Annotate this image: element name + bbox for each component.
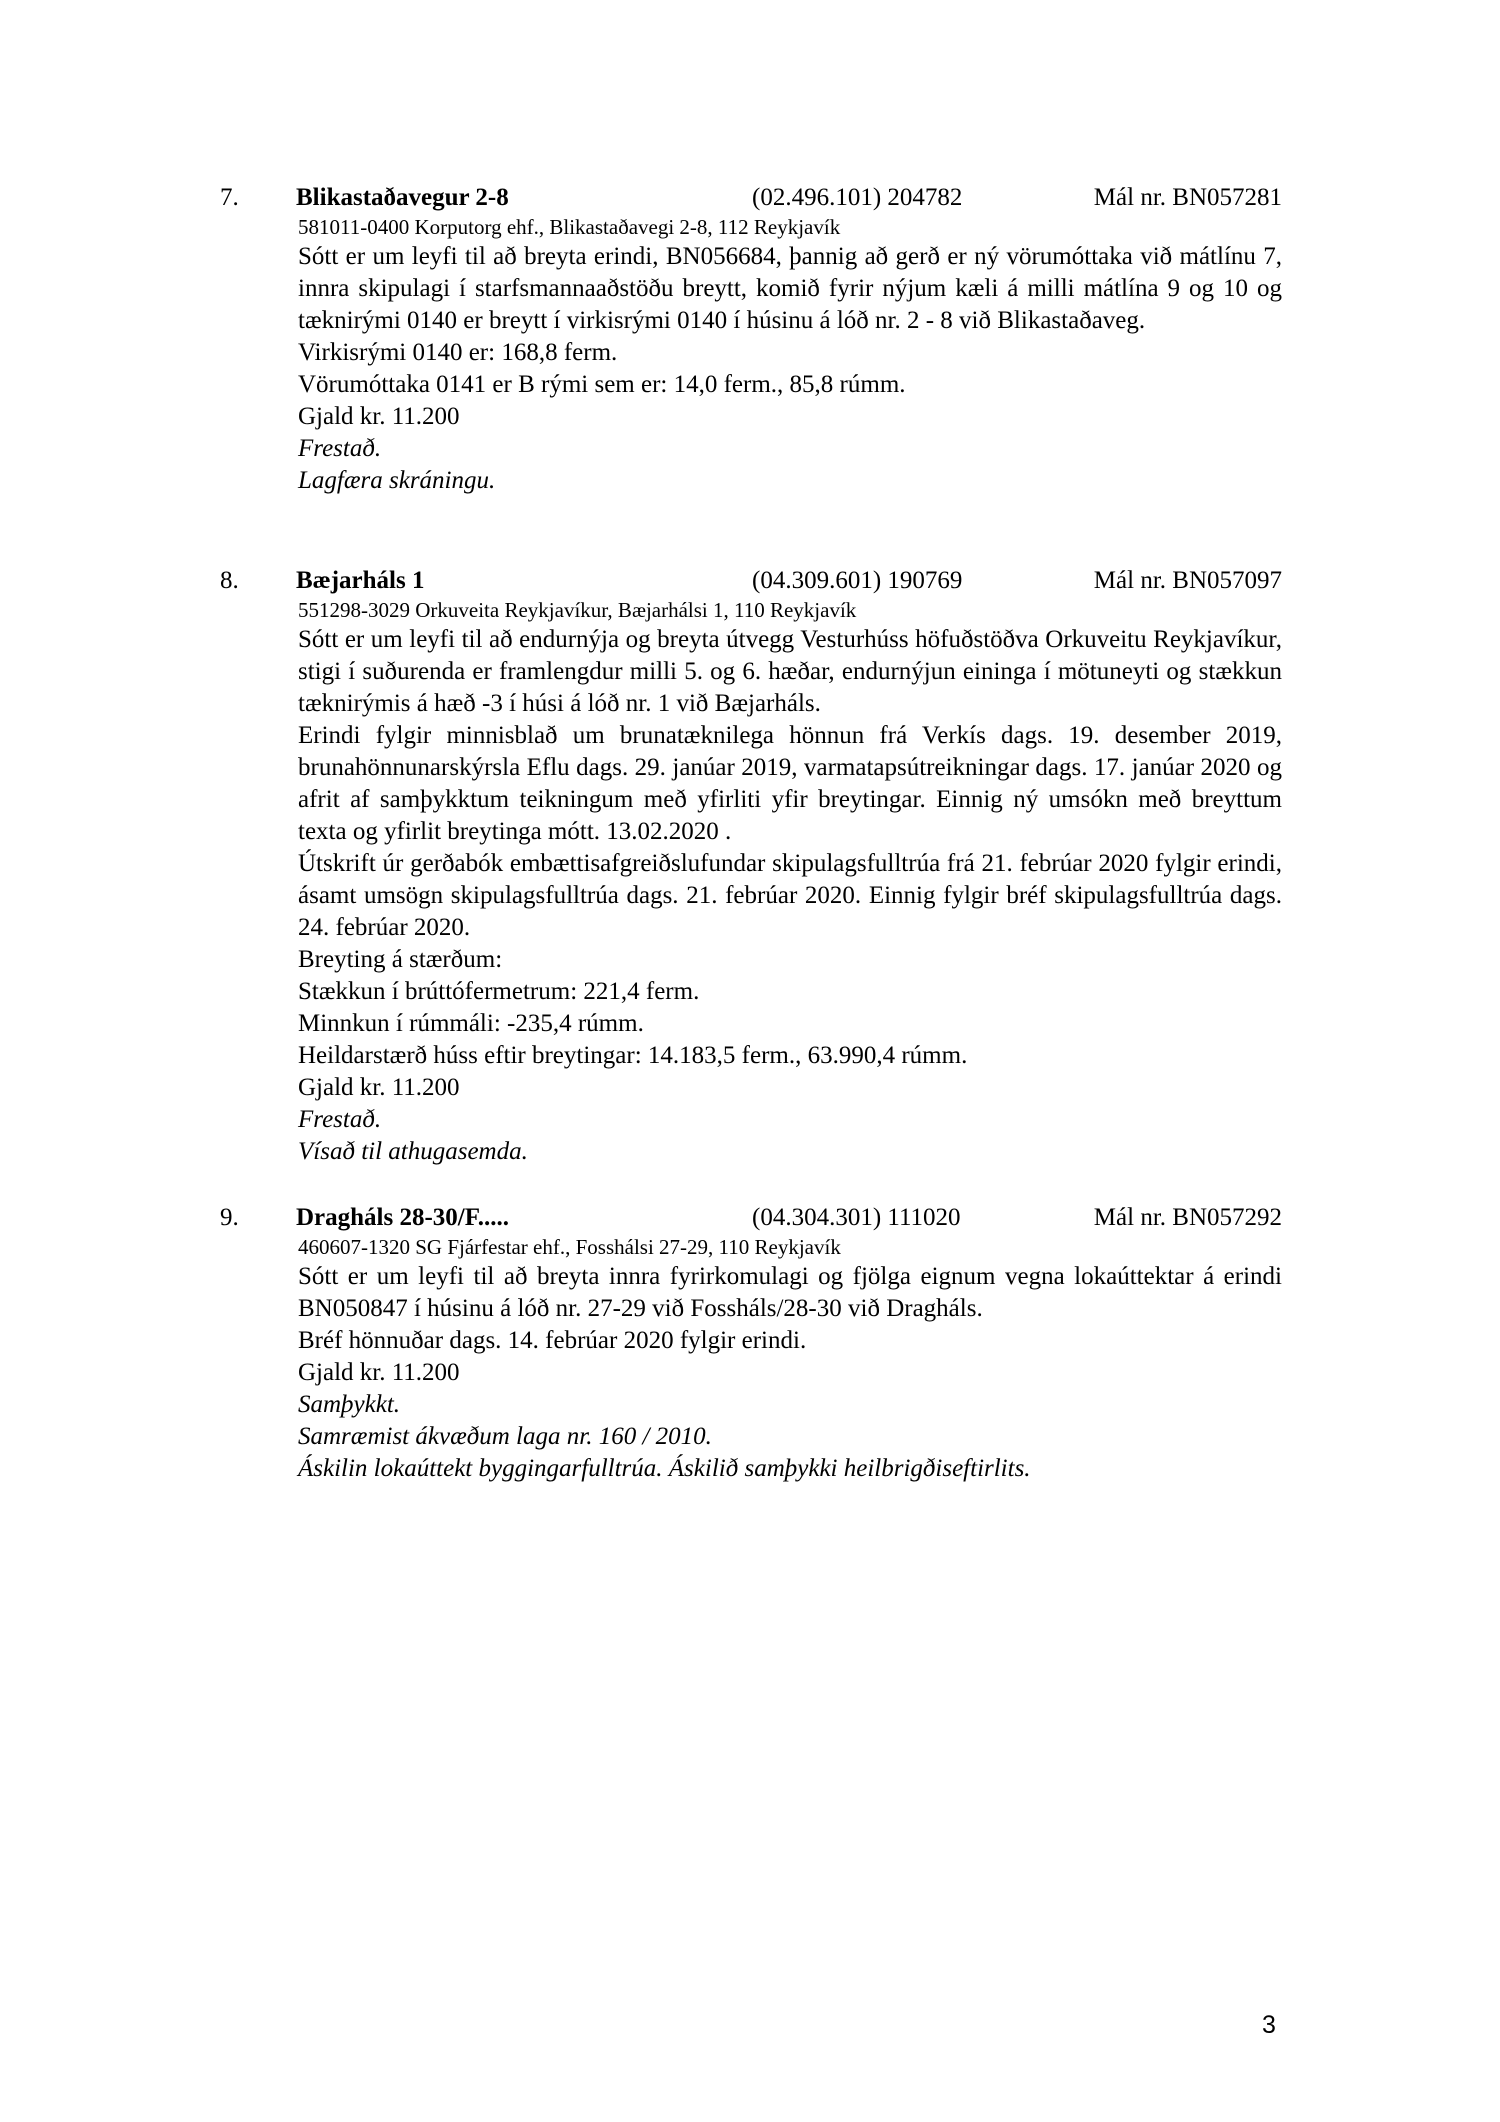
item-detail-line: Virkisrými 0140 er: 168,8 ferm. — [298, 339, 618, 366]
item-decision-note: Samræmist ákvæðum laga nr. 160 / 2010. — [298, 1423, 712, 1450]
item-description: Sótt er um leyfi til að breyta erindi, BN056684, þannig að gerð er ný vörumóttaka við mátlínu 7, innra skipulagi í starfsmannaaðstöðu breytt, komið fyrir nýjum kæli á milli mátlína 9 og 10 og tæknirými 0140 er breytt í virkisrými 0140 í húsinu á lóð nr. 2 - 8 við Blikastaðaveg. — [298, 243, 1282, 334]
item-land-id: (04.304.301) 111020 — [752, 1204, 961, 1231]
agenda-item-8 — [222, 565, 1282, 1168]
item-fee: Gjald kr. 11.200 — [298, 1359, 460, 1386]
item-decision: Frestað. — [298, 1106, 382, 1133]
item-header — [222, 182, 1282, 214]
item-decision-note: Áskilin lokaúttekt byggingarfulltrúa. Áskilið samþykki heilbrigðiseftirlits. — [298, 1455, 1031, 1482]
item-body — [298, 597, 1282, 1168]
item-body — [298, 1234, 1282, 1485]
item-header — [222, 1202, 1282, 1234]
item-number: 7. — [220, 184, 239, 211]
item-decision-note: Vísað til athugasemda. — [298, 1138, 528, 1165]
item-decision-note: Lagfæra skráningu. — [298, 467, 496, 494]
item-land-id: (02.496.101) 204782 — [752, 184, 963, 211]
item-applicant: 551298-3029 Orkuveita Reykjavíkur, Bæjarhálsi 1, 110 Reykjavík — [298, 598, 857, 622]
item-applicant: 460607-1320 SG Fjárfestar ehf., Fosshálsi 27-29, 110 Reykjavík — [298, 1235, 841, 1259]
item-fee: Gjald kr. 11.200 — [298, 403, 460, 430]
item-attachment-note: Útskrift úr gerðabók embættisafgreiðslufundar skipulagsfulltrúa frá 21. febrúar 2020 fylgir erindi, ásamt umsögn skipulagsfulltrúa dags. 21. febrúar 2020. Einnig fylgir bréf skipulagsfulltrúa dags. 24. febrúar 2020. — [298, 850, 1282, 941]
item-detail-line: Heildarstærð húss eftir breytingar: 14.183,5 ferm., 63.990,4 rúmm. — [298, 1042, 968, 1069]
item-fee: Gjald kr. 11.200 — [298, 1074, 460, 1101]
item-number: 9. — [220, 1204, 239, 1231]
item-detail-line: Vörumóttaka 0141 er B rými sem er: 14,0 ferm., 85,8 rúmm. — [298, 371, 906, 398]
agenda-item-9 — [222, 1202, 1282, 1485]
item-attachment-note: Erindi fylgir minnisblað um brunatæknilega hönnun frá Verkís dags. 19. desember 2019, brunahönnunarskýrsla Eflu dags. 29. janúar 2019, varmatapsútreikningar dags. 17. janúar 2020 og afrit af samþykktum teikningum með yfirliti yfir breytingar. Einnig ný umsókn með breyttum texta og yfirlit breytinga mótt. 13.02.2020 . — [298, 722, 1282, 845]
item-detail-line: Bréf hönnuðar dags. 14. febrúar 2020 fylgir erindi. — [298, 1327, 807, 1354]
item-address: Bæjarháls 1 — [296, 567, 425, 594]
item-body — [298, 214, 1282, 497]
item-detail-line: Breyting á stærðum: — [298, 946, 503, 973]
item-header — [222, 565, 1282, 597]
item-description: Sótt er um leyfi til að breyta innra fyrirkomulagi og fjölga eignum vegna lokaúttektar á erindi BN050847 í húsinu á lóð nr. 27-29 við Fossháls/28-30 við Dragháls. — [298, 1263, 1282, 1322]
item-case-number: Mál nr. BN057292 — [1093, 1204, 1282, 1231]
item-number: 8. — [220, 567, 239, 594]
item-decision: Frestað. — [298, 435, 382, 462]
agenda-item-7 — [222, 182, 1282, 497]
item-address: Dragháls 28-30/F..... — [296, 1204, 509, 1231]
item-detail-line: Stækkun í brúttófermetrum: 221,4 ferm. — [298, 978, 700, 1005]
item-case-number: Mál nr. BN057097 — [1093, 567, 1282, 594]
item-case-number: Mál nr. BN057281 — [1093, 184, 1282, 211]
item-applicant: 581011-0400 Korputorg ehf., Blikastaðavegi 2-8, 112 Reykjavík — [298, 215, 841, 239]
page-number: 3 — [1262, 2011, 1276, 2039]
item-detail-line: Minnkun í rúmmáli: -235,4 rúmm. — [298, 1010, 644, 1037]
item-land-id: (04.309.601) 190769 — [752, 567, 963, 594]
item-description: Sótt er um leyfi til að endurnýja og breyta útvegg Vesturhúss höfuðstöðva Orkuveitu Reykjavíkur, stigi í suðurenda er framlengdur milli 5. og 6. hæðar, endurnýjun eininga í mötuneyti og stækkun tæknirýmis á hæð -3 í húsi á lóð nr. 1 við Bæjarháls. — [298, 626, 1282, 717]
item-decision: Samþykkt. — [298, 1391, 401, 1418]
item-address: Blikastaðavegur 2-8 — [296, 184, 509, 211]
